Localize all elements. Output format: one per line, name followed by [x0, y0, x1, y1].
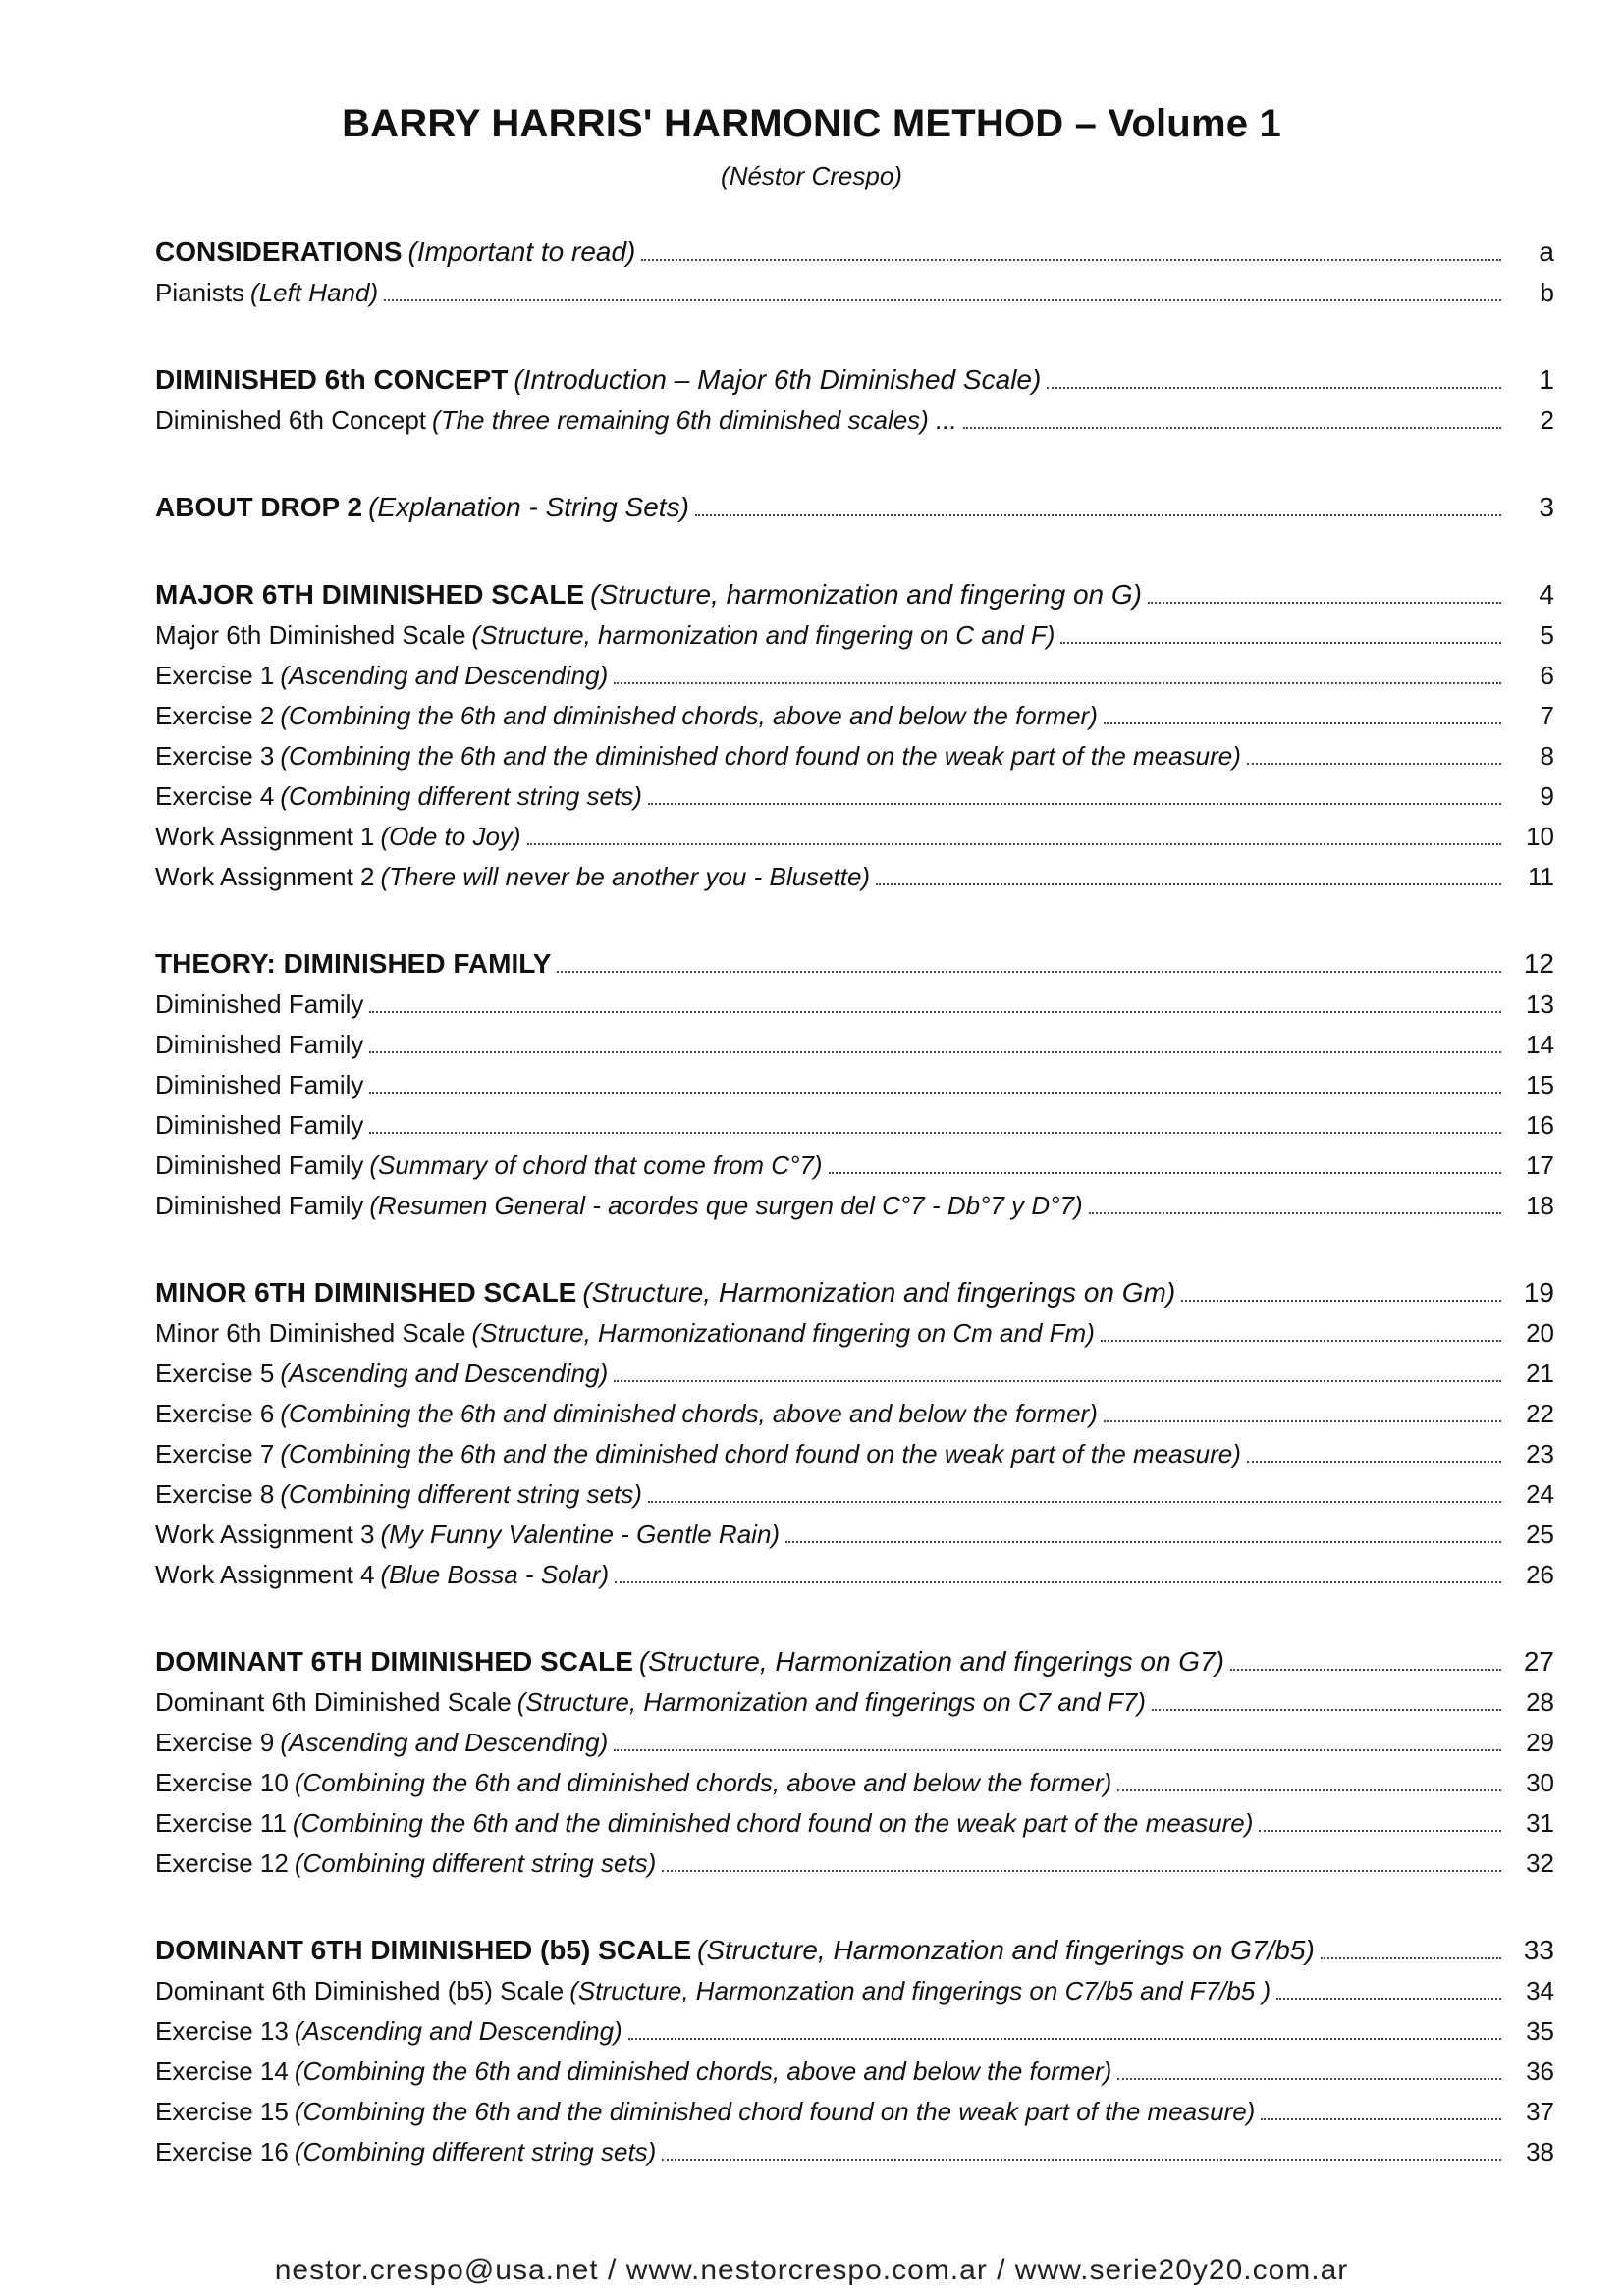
- dot-leader: [662, 2159, 1501, 2161]
- toc-entry: [155, 1100, 1554, 1141]
- dot-leader: [695, 514, 1501, 516]
- toc-entry-note: (Ascending and Descending): [280, 1728, 609, 1757]
- toc-entry-title: Exercise 16: [155, 2137, 289, 2166]
- toc-entry-title: DOMINANT 6TH DIMINISHED SCALE: [155, 1646, 633, 1677]
- dot-leader: [1117, 2078, 1501, 2080]
- toc-entry: [155, 2087, 1554, 2127]
- toc-page-number: b: [1540, 278, 1554, 307]
- toc-entry: [155, 1839, 1554, 1879]
- toc-entry: [155, 691, 1554, 731]
- toc-entry-title: Exercise 14: [155, 2056, 289, 2086]
- toc-page-number: 11: [1528, 862, 1554, 891]
- toc-page-number: 12: [1523, 948, 1554, 979]
- section-gap: [155, 523, 1554, 570]
- toc-entry: [155, 852, 1554, 892]
- dot-leader: [369, 1011, 1501, 1013]
- toc-entry-title: Exercise 10: [155, 1768, 289, 1797]
- dot-leader: [648, 803, 1501, 805]
- dot-leader: [1247, 1461, 1501, 1463]
- toc-page-number: 30: [1526, 1768, 1554, 1797]
- toc-entry-title: Exercise 13: [155, 2016, 289, 2046]
- table-of-contents: [155, 228, 1554, 2167]
- toc-entry-title: Exercise 15: [155, 2097, 289, 2126]
- dot-leader: [641, 259, 1501, 261]
- dot-leader: [648, 1501, 1501, 1503]
- toc-entry-title: MAJOR 6TH DIMINISHED SCALE: [155, 579, 585, 610]
- toc-section-heading: [155, 570, 1554, 611]
- toc-entry: [155, 772, 1554, 812]
- toc-entry-title: Exercise 4: [155, 781, 275, 811]
- toc-section-heading: [155, 483, 1554, 523]
- dot-leader: [369, 1051, 1501, 1053]
- dot-leader: [662, 1870, 1501, 1872]
- toc-entry-note: (Structure, Harmonzation and fingerings on G7/b5): [697, 1935, 1315, 1965]
- dot-leader: [1259, 1830, 1501, 1832]
- toc-page-number: 9: [1540, 781, 1554, 811]
- dot-leader: [1152, 1709, 1501, 1711]
- toc-entry-title: Exercise 6: [155, 1399, 275, 1428]
- toc-entry-title: Dominant 6th Diminished Scale: [155, 1687, 512, 1717]
- toc-entry: [155, 1550, 1554, 1590]
- toc-entry-title: Diminished Family: [155, 989, 364, 1019]
- dot-leader: [527, 843, 1501, 845]
- toc-page-number: 28: [1526, 1687, 1554, 1717]
- toc-entry-title: Exercise 12: [155, 1848, 289, 1878]
- section-gap: [155, 308, 1554, 355]
- toc-entry: [155, 611, 1554, 651]
- dot-leader: [1261, 2118, 1501, 2120]
- dot-leader: [1104, 722, 1501, 724]
- author-name: (Néstor Crespo): [721, 161, 902, 190]
- toc-entry: [155, 2047, 1554, 2087]
- toc-entry-title: Exercise 8: [155, 1479, 275, 1509]
- dot-leader: [1089, 1212, 1501, 1214]
- toc-entry: [155, 268, 1554, 308]
- toc-page-number: 14: [1526, 1030, 1554, 1059]
- toc-entry-title: Exercise 9: [155, 1728, 275, 1757]
- toc-entry-title: Exercise 7: [155, 1439, 275, 1468]
- toc-page-number: 1: [1539, 364, 1554, 395]
- dot-leader: [615, 1581, 1501, 1583]
- toc-page-number: 2: [1540, 405, 1554, 435]
- toc-entry: [155, 1469, 1554, 1510]
- toc-section-heading: [155, 939, 1554, 980]
- toc-page-number: 13: [1526, 989, 1554, 1019]
- toc-page-number: 19: [1523, 1277, 1554, 1308]
- toc-entry-note: (Combining the 6th and diminished chords, above and below the former): [280, 1399, 1098, 1428]
- toc-section-heading: [155, 1637, 1554, 1678]
- toc-entry-note: (Combining the 6th and the diminished chord found on the weak part of the measure): [292, 1808, 1254, 1838]
- toc-page-number: 6: [1540, 661, 1554, 690]
- toc-entry-title: Work Assignment 3: [155, 1520, 375, 1549]
- toc-entry: [155, 731, 1554, 772]
- toc-entry-note: (There will never be another you - Blusette): [380, 862, 871, 891]
- toc-page-number: 29: [1526, 1728, 1554, 1757]
- section-gap: [155, 1590, 1554, 1637]
- toc-entry-title: Diminished 6th Concept: [155, 405, 427, 435]
- toc-page-number: 27: [1523, 1646, 1554, 1677]
- dot-leader: [1276, 1998, 1501, 2000]
- toc-page-number: 34: [1526, 1976, 1554, 2005]
- section-gap: [155, 1879, 1554, 1926]
- toc-entry-title: Work Assignment 1: [155, 822, 375, 851]
- toc-page-number: 16: [1526, 1110, 1554, 1140]
- toc-entry: [155, 1718, 1554, 1758]
- toc-entry-title: Dominant 6th Diminished (b5) Scale: [155, 1976, 565, 2005]
- toc-page-number: 35: [1526, 2016, 1554, 2046]
- dot-leader: [876, 883, 1501, 885]
- toc-entry-title: ABOUT DROP 2: [155, 492, 363, 522]
- toc-entry-note: (Ode to Joy): [380, 822, 521, 851]
- toc-entry-note: (Introduction – Major 6th Diminished Scale): [514, 364, 1042, 395]
- toc-page-number: 22: [1526, 1399, 1554, 1428]
- toc-entry-title: Work Assignment 2: [155, 862, 375, 891]
- toc-entry-title: MINOR 6TH DIMINISHED SCALE: [155, 1277, 577, 1308]
- toc-entry-title: DIMINISHED 6th CONCEPT: [155, 364, 509, 395]
- toc-entry: [155, 396, 1554, 436]
- toc-page-number: 23: [1526, 1439, 1554, 1468]
- toc-entry-note: (Combining different string sets): [294, 1848, 657, 1878]
- toc-entry-title: CONSIDERATIONS: [155, 237, 403, 267]
- toc-entry-title: Exercise 11: [155, 1808, 287, 1838]
- toc-entry-note: (Ascending and Descending): [280, 661, 609, 690]
- toc-page-number: 3: [1539, 492, 1554, 522]
- toc-entry-note: (Combining different string sets): [280, 781, 642, 811]
- toc-entry: [155, 651, 1554, 691]
- toc-entry: [155, 1060, 1554, 1100]
- toc-entry-title: Major 6th Diminished Scale: [155, 620, 466, 650]
- dot-leader: [829, 1172, 1501, 1174]
- toc-page-number: 33: [1523, 1935, 1554, 1965]
- toc-entry-note: (Blue Bossa - Solar): [380, 1560, 610, 1589]
- dot-leader: [1060, 642, 1501, 644]
- toc-entry: [155, 1429, 1554, 1469]
- toc-entry-note: (Structure, Harmonzation and fingerings on C7/b5 and F7/b5 ): [569, 1976, 1271, 2005]
- toc-page-number: 20: [1526, 1318, 1554, 1348]
- toc-entry-note: (Structure, Harmonization and fingerings on Gm): [582, 1277, 1176, 1308]
- section-gap: [155, 892, 1554, 939]
- toc-page-number: 15: [1526, 1070, 1554, 1099]
- toc-entry: [155, 1798, 1554, 1839]
- toc-entry-title: Diminished Family: [155, 1030, 364, 1059]
- toc-entry: [155, 2127, 1554, 2167]
- toc-page-number: 18: [1526, 1191, 1554, 1220]
- document-title: BARRY HARRIS' HARMONIC METHOD – Volume 1: [342, 102, 1281, 145]
- toc-entry: [155, 1020, 1554, 1060]
- toc-entry-note: (Structure, Harmonization and fingerings on G7): [638, 1646, 1224, 1677]
- dot-leader: [369, 1092, 1501, 1094]
- dot-leader: [614, 1749, 1501, 1751]
- dot-leader: [1104, 1420, 1501, 1422]
- dot-leader: [1321, 1957, 1501, 1959]
- dot-leader: [963, 427, 1501, 429]
- toc-entry-title: Diminished Family: [155, 1110, 364, 1140]
- toc-entry-title: Diminished Family: [155, 1070, 364, 1099]
- toc-entry-note: (Important to read): [407, 237, 636, 267]
- toc-entry-title: Work Assignment 4: [155, 1560, 375, 1589]
- toc-entry: [155, 1678, 1554, 1718]
- toc-entry-note: (Ascending and Descending): [294, 2016, 622, 2046]
- toc-entry: [155, 2006, 1554, 2047]
- toc-page-number: 21: [1526, 1359, 1554, 1388]
- toc-page-number: 36: [1526, 2056, 1554, 2086]
- toc-entry: [155, 1966, 1554, 2006]
- dot-leader: [1247, 763, 1501, 765]
- toc-page-number: 25: [1526, 1520, 1554, 1549]
- section-gap: [155, 1221, 1554, 1268]
- toc-entry-title: Exercise 5: [155, 1359, 275, 1388]
- toc-entry-note: (Structure, Harmonization and fingerings on C7 and F7): [516, 1687, 1146, 1717]
- toc-entry-note: (Summary of chord that come from C°7): [369, 1150, 823, 1180]
- toc-page-number: 4: [1539, 579, 1554, 610]
- toc-page-number: 37: [1526, 2097, 1554, 2126]
- toc-page-number: 5: [1540, 620, 1554, 650]
- dot-leader: [369, 1132, 1501, 1134]
- toc-entry-title: DOMINANT 6TH DIMINISHED (b5) SCALE: [155, 1935, 691, 1965]
- dot-leader: [1117, 1789, 1501, 1791]
- toc-page-number: 10: [1526, 822, 1554, 851]
- toc-entry-note: (Structure, harmonization and fingering on C and F): [471, 620, 1055, 650]
- toc-entry-title: Diminished Family: [155, 1150, 364, 1180]
- toc-page-number: a: [1539, 237, 1554, 267]
- toc-entry-note: (Structure, harmonization and fingering on G): [590, 579, 1143, 610]
- contact-footer: nestor.crespo@usa.net / www.nestorcrespo.com.ar / www.serie20y20.com.ar: [274, 2254, 1349, 2286]
- toc-entry-title: Exercise 1: [155, 661, 275, 690]
- toc-page-number: 17: [1526, 1150, 1554, 1180]
- toc-entry-note: (Ascending and Descending): [280, 1359, 609, 1388]
- toc-section-heading: [155, 1268, 1554, 1308]
- toc-page-number: 24: [1526, 1479, 1554, 1509]
- toc-page-number: 7: [1540, 701, 1554, 730]
- dot-leader: [1148, 602, 1501, 604]
- toc-section-heading: [155, 228, 1554, 268]
- toc-entry: [155, 1308, 1554, 1349]
- toc-entry-note: (Structure, Harmonizationand fingering on Cm and Fm): [471, 1318, 1095, 1348]
- toc-entry-note: (Explanation - String Sets): [368, 492, 689, 522]
- toc-entry: [155, 1141, 1554, 1181]
- toc-page-number: 8: [1540, 741, 1554, 771]
- toc-entry: [155, 1510, 1554, 1550]
- toc-entry-note: (Combining different string sets): [294, 2137, 657, 2166]
- toc-entry-note: (Combining the 6th and diminished chords, above and below the former): [280, 701, 1098, 730]
- toc-entry: [155, 980, 1554, 1020]
- dot-leader: [1181, 1300, 1501, 1302]
- toc-entry-title: Pianists: [155, 278, 245, 307]
- toc-entry: [155, 1389, 1554, 1429]
- dot-leader: [1047, 387, 1501, 389]
- toc-page-number: 31: [1526, 1808, 1554, 1838]
- toc-entry: [155, 1758, 1554, 1798]
- dot-leader: [628, 2038, 1501, 2040]
- toc-entry-title: Diminished Family: [155, 1191, 364, 1220]
- toc-entry-note: (Combining the 6th and the diminished chord found on the weak part of the measure): [294, 2097, 1256, 2126]
- toc-entry: [155, 1181, 1554, 1221]
- toc-entry-title: THEORY: DIMINISHED FAMILY: [155, 948, 552, 979]
- dot-leader: [614, 682, 1501, 684]
- section-gap: [155, 436, 1554, 483]
- toc-entry-note: (Combining the 6th and diminished chords, above and below the former): [294, 2056, 1112, 2086]
- dot-leader: [557, 971, 1501, 973]
- toc-section-heading: [155, 355, 1554, 396]
- toc-entry-note: (My Funny Valentine - Gentle Rain): [380, 1520, 781, 1549]
- dot-leader: [1101, 1340, 1501, 1342]
- dot-leader: [1230, 1669, 1501, 1671]
- toc-entry-title: Exercise 3: [155, 741, 275, 771]
- toc-entry-title: Minor 6th Diminished Scale: [155, 1318, 466, 1348]
- toc-entry-note: (Left Hand): [250, 278, 379, 307]
- toc-page-number: 38: [1526, 2137, 1554, 2166]
- toc-entry-note: (Combining the 6th and diminished chords, above and below the former): [294, 1768, 1112, 1797]
- toc-entry-note: (The three remaining 6th diminished scales) ...: [432, 405, 957, 435]
- toc-entry-title: Exercise 2: [155, 701, 275, 730]
- toc-page-number: 32: [1526, 1848, 1554, 1878]
- dot-leader: [384, 299, 1501, 301]
- toc-page-number: 26: [1526, 1560, 1554, 1589]
- toc-entry-note: (Resumen General - acordes que surgen del C°7 - Db°7 y D°7): [369, 1191, 1083, 1220]
- toc-entry-note: (Combining the 6th and the diminished chord found on the weak part of the measure): [280, 741, 1241, 771]
- toc-section-heading: [155, 1926, 1554, 1966]
- dot-leader: [785, 1541, 1501, 1543]
- toc-entry-note: (Combining the 6th and the diminished chord found on the weak part of the measure): [280, 1439, 1241, 1468]
- dot-leader: [614, 1380, 1501, 1382]
- toc-entry-note: (Combining different string sets): [280, 1479, 642, 1509]
- toc-entry: [155, 1349, 1554, 1389]
- toc-entry: [155, 812, 1554, 852]
